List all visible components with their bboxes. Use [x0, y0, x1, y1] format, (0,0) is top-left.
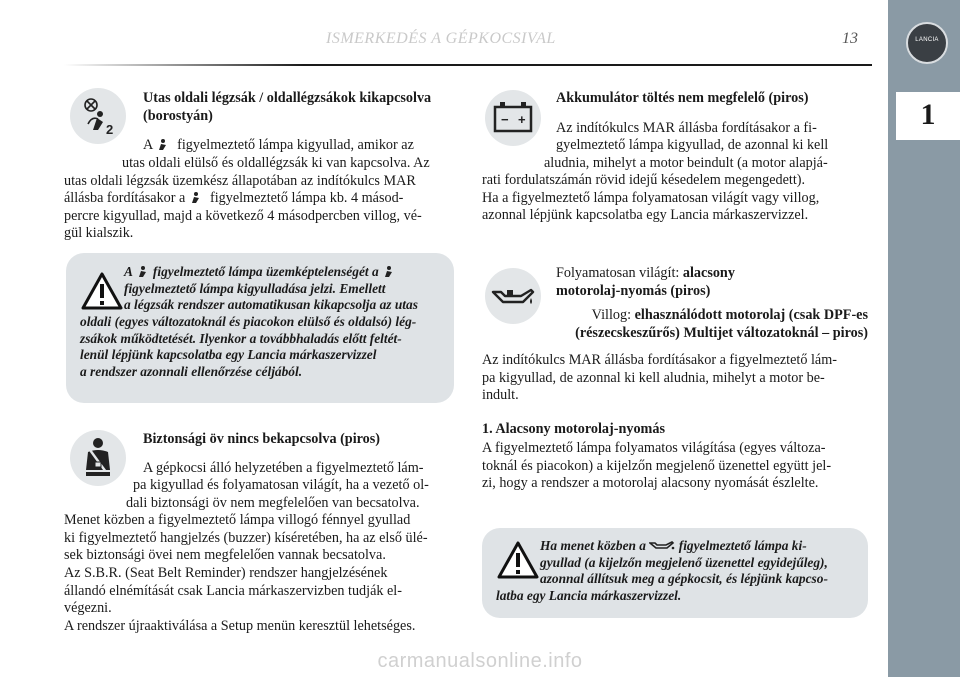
text-line: pa kigyullad, de azonnal ki kell aludnia, mihelyt a motor be- [482, 369, 825, 386]
text-line: lenül lépjünk kapcsolatba egy Lancia márkaszervizzel [80, 347, 377, 363]
text-line: toknál és piacokon) a kijelzőn megjelenő üzenettel együtt jel- [482, 457, 832, 474]
header-title: ISMERKEDÉS A GÉPKOCSIVAL [326, 30, 556, 47]
seatbelt-lead [143, 460, 453, 478]
text-line: oldali (egyes változatoknál és piacokon elülső és oldalsó) lég- [80, 314, 417, 329]
text-line: azonnal lépjünk kapcsolatba egy Lancia márkaszervizzel. [482, 207, 809, 224]
text-run: figyelmeztető lámpa ki- [678, 538, 807, 553]
text-line: gyelmeztető lámpa kigyullad, de azonnal ki kell [556, 137, 829, 153]
text-line: rati fordulatszámán rövid idejű késedelem megengedett). [482, 172, 806, 189]
logo-text: LANCIA [915, 37, 939, 43]
text-run: A [143, 137, 153, 153]
text-line: végezni. [64, 600, 112, 617]
oil-subsection-paragraph [482, 440, 868, 493]
text-line: A gépkocsi álló helyzetében a figyelmeztető lám- [143, 460, 424, 476]
text-run: állásba fordításakor a [64, 190, 186, 207]
page-number: 13 [842, 30, 858, 47]
text-line [124, 264, 444, 281]
text-run: Ha menet közben a [540, 538, 647, 553]
text-line: zsákok működtetését. Ilyenkor a továbbhaladás előtt feltét- [80, 330, 402, 346]
text-line: a rendszer azonnali ellenőrzése céljából. [80, 363, 303, 379]
text-line: zi, hogy a rendszer a motorolaj alacsony nyomását észlelte. [482, 475, 819, 492]
text-line: indult. [482, 387, 519, 404]
text-line: (részecskeszűrős) Multijet változatoknál – piros) [575, 324, 868, 341]
text-line [540, 538, 858, 555]
text-line: Az indítókulcs MAR állásba fordításakor a figyelmeztető lám- [482, 352, 837, 368]
text-line: Az indítókulcs MAR állásba fordításakor a fi- [556, 120, 817, 136]
text-line [64, 190, 453, 208]
text-line: ki figyelmeztető hangjelzés (buzzer) kíséretében, ha az első ülé- [64, 529, 428, 546]
airbag-indicator-inline-icon [156, 138, 170, 150]
oil-paragraph [482, 352, 868, 405]
header-rule [64, 64, 872, 66]
text-run: figyelmeztető lámpa üzemképtelenségét a [152, 264, 379, 279]
warning-text-top [124, 264, 444, 314]
airbag-off-icon [70, 88, 126, 144]
text-line: Az S.B.R. (Seat Belt Reminder) rendszer hangjelzésének [64, 564, 388, 581]
seatbelt-paragraph [64, 477, 453, 635]
airbag-paragraph [64, 155, 453, 243]
text-line: motorolaj-nyomás (piros) [556, 282, 711, 299]
text-line: A figyelmeztető lámpa folyamatos világítása (egyes változa- [482, 440, 826, 456]
warning-text-bottom [80, 314, 444, 380]
text-line: percre kigyullad, majd a következő 4 másodpercben villog, vé- [64, 207, 422, 224]
text-line: A rendszer újraaktiválása a Setup menün keresztül lehetséges. [64, 617, 416, 634]
text-line: dali biztonsági öv nem megfelelően van becsatolva. [126, 494, 420, 511]
warning-triangle-icon [80, 271, 124, 311]
airbag-title [143, 90, 453, 125]
text-line [556, 265, 868, 283]
text-line: a légzsák rendszer automatikusan kikapcsolja az utas [124, 297, 418, 313]
text-run: A [124, 264, 133, 279]
battery-lead [556, 120, 868, 138]
text-run: figyelmeztető lámpa kigyullad, amikor az [177, 137, 414, 153]
text-line: azonnal állítsuk meg a gépkocsit, és lépjünk kapcso- [540, 571, 828, 587]
svg-text:+: + [518, 112, 526, 127]
text-line: pa kigyullad és folyamatosan világít, ha a vezető ol- [133, 477, 429, 493]
text-line: sek biztonsági övei nem megfelelően vannak becsatolva. [64, 547, 386, 564]
text-line: utas oldali légzsák üzemkész állapotában az indítókulcs MAR [64, 172, 416, 189]
text-line: aludnia, mihelyt a motor beindult (a motor alapjá- [544, 154, 828, 171]
warning-text-top [540, 538, 858, 588]
text-run: figyelmeztető lámpa kb. 4 másod- [209, 190, 404, 207]
text-run: alacsony [682, 265, 735, 281]
text-line: gyullad (a kijelzőn megjelenő üzenettel egyidejűleg), [540, 554, 828, 570]
oil-status-flashing [482, 307, 868, 342]
text-line: utas oldali elülső és oldallégzsák ki van kapcsolva. Az [122, 155, 430, 171]
svg-text:−: − [501, 112, 509, 127]
battery-paragraph [482, 137, 868, 225]
text-line: állandó elnémítását csak Lancia márkaszervizben tudják el- [64, 582, 402, 599]
warning-text-bottom [496, 588, 858, 605]
warning-box-airbag [66, 253, 454, 403]
airbag-indicator-inline-icon [189, 191, 203, 203]
seatbelt-title: Biztonsági öv nincs bekapcsolva (piros) [143, 431, 381, 447]
airbag-indicator-inline-icon [136, 265, 150, 277]
text-line: gül kialszik. [64, 225, 134, 242]
text-line: figyelmeztető lámpa kigyulladása jelzi. Emellett [124, 280, 386, 296]
airbag-title-line1: Utas oldali légzsák / oldallégzsákok kikapcsolva [143, 90, 432, 106]
text-run: Villog: [591, 307, 632, 323]
text-line: latba egy Lancia márkaszervizzel. [496, 588, 682, 603]
battery-title: Akkumulátor töltés nem megfelelő (piros) [556, 90, 809, 106]
warning-box-oil [482, 528, 868, 618]
chapter-number: 1 [920, 98, 936, 131]
text-line: Menet közben a figyelmeztető lámpa villogó fénnyel gyullad [64, 512, 411, 529]
lancia-logo [906, 22, 948, 64]
oil-pressure-inline-icon [649, 539, 675, 551]
text-line: Ha a figyelmeztető lámpa folyamatosan világít vagy villog, [482, 189, 820, 206]
footer-watermark: carmanualsonline.info [377, 650, 583, 672]
text-run: Folyamatosan világít: [556, 265, 680, 281]
warning-triangle-icon [496, 540, 540, 580]
airbag-title-line2: (borostyán) [143, 107, 213, 124]
airbag-warning-inline-icon [382, 265, 396, 277]
airbag-paragraph-line1 [143, 137, 453, 155]
chapter-marker [896, 92, 960, 140]
oil-subsection-title: 1. Alacsony motorolaj-nyomás [482, 421, 665, 437]
text-line [482, 307, 868, 325]
oil-status-steady [556, 265, 868, 300]
text-run: elhasználódott motorolaj (csak DPF-es [634, 307, 868, 323]
svg-text:2: 2 [106, 122, 114, 137]
